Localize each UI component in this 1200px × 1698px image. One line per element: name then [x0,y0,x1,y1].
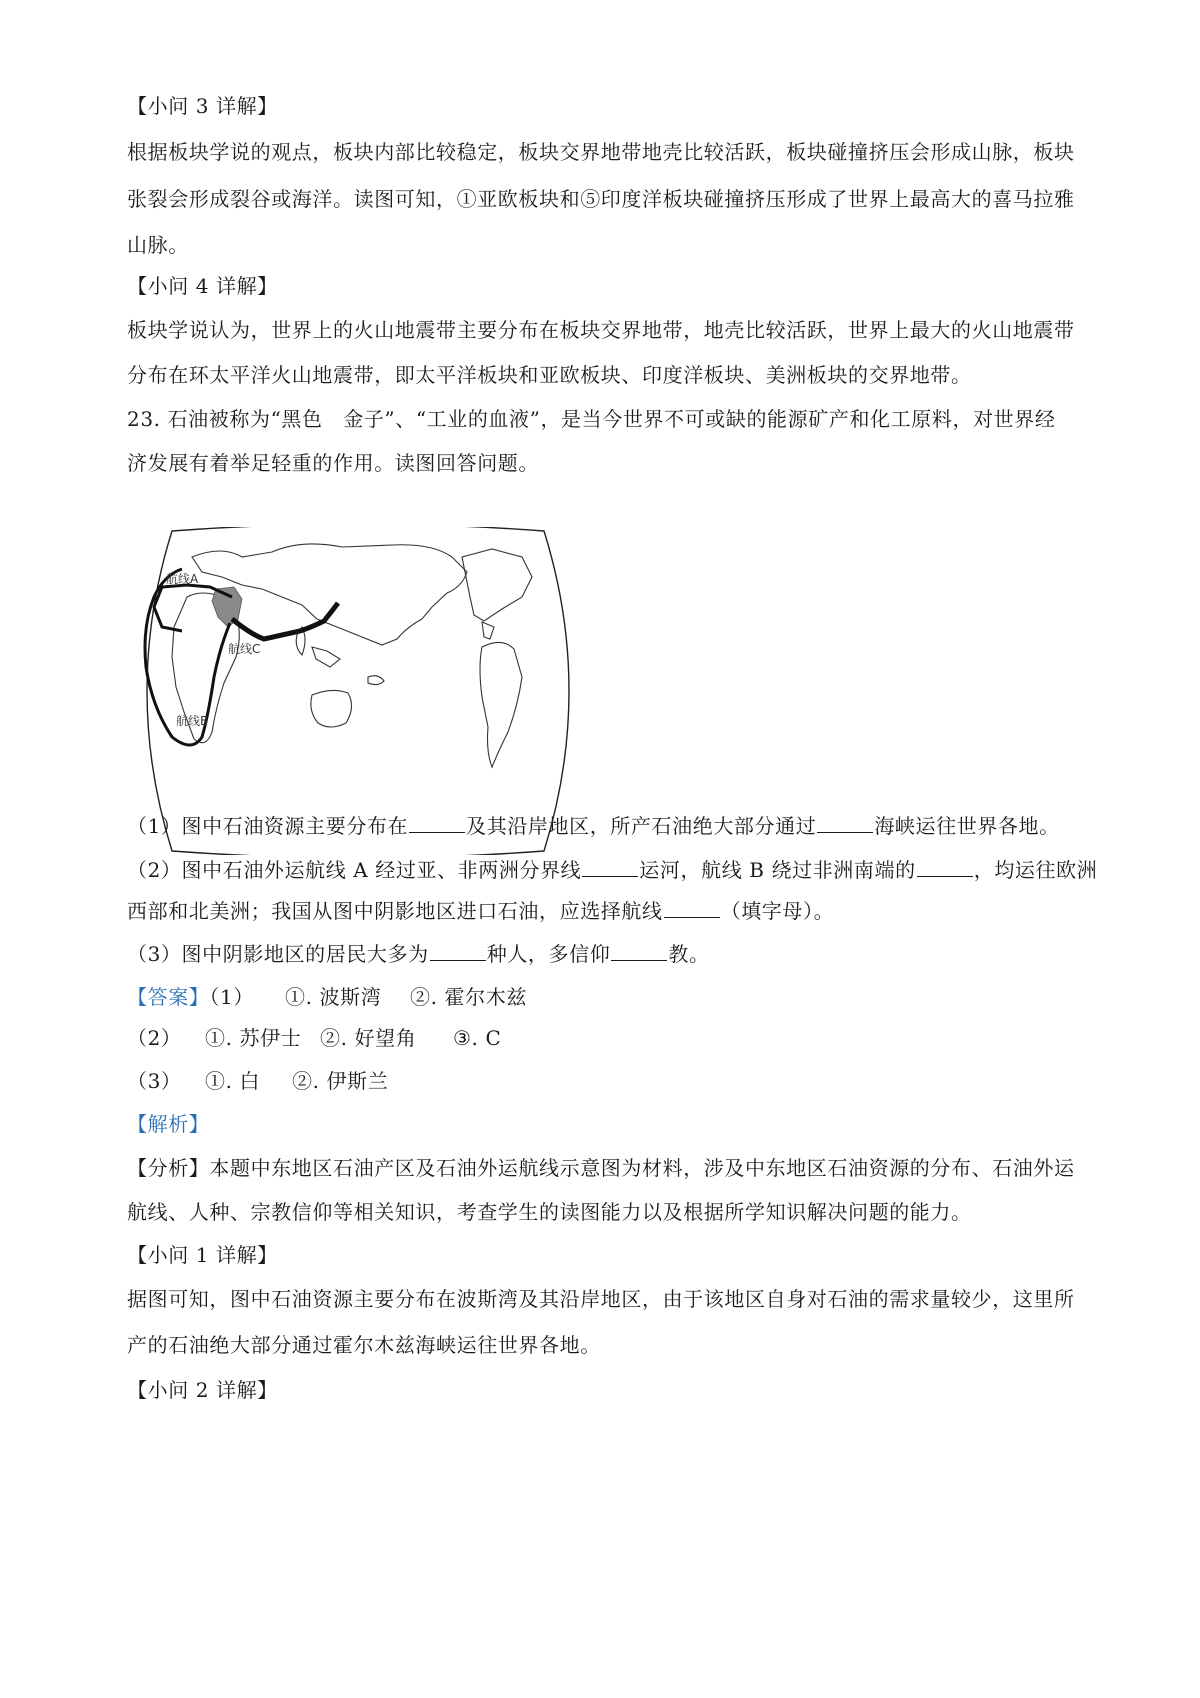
q1-detail-line-1: 据图可知，图中石油资源主要分布在波斯湾及其沿岸地区，由于该地区自身对石油的需求量较少，这里所 [127,1287,1075,1311]
analysis-fenxi-line-1: 【分析】本题中东地区石油产区及石油外运航线示意图为材料，涉及中东地区石油资源的分布、石油外运 [127,1156,1075,1180]
answer-row-1 [127,983,527,1011]
answer-row-3 [127,1067,389,1095]
sub1-text-a: （1）图中石油资源主要分布在 [127,814,409,838]
q3-detail-line-1: 根据板块学说的观点，板块内部比较稳定，板块交界地带地壳比较活跃，板块碰撞挤压会形成山脉，板块 [127,140,1075,164]
answer-row-2-b: ②. 好望角 [320,1026,417,1050]
route-a-label: 航线A [166,572,199,586]
route-c-label: 航线C [228,642,261,656]
answer-row-2-number: （2） [127,1026,182,1050]
sub1-text-b: 及其沿岸地区，所产石油绝大部分通过 [466,814,817,838]
q4-detail-line-1: 板块学说认为，世界上的火山地震带主要分布在板块交界地带，地壳比较活跃，世界上最大的火山地震带 [127,318,1075,342]
answer-row-2 [127,1024,502,1052]
answer-row-2-c: ③. C [453,1026,502,1050]
answer-blank-2[interactable] [817,814,873,833]
sub2-text-c: ，均运往欧洲 [973,858,1098,882]
answer-blank-3[interactable] [582,858,638,877]
sub1-text-c: 海峡运往世界各地。 [874,814,1060,838]
q1-detail-line-2: 产的石油绝大部分通过霍尔木兹海峡运往世界各地。 [127,1333,601,1357]
sub2-text-e: （填字母）。 [720,899,835,923]
answer-row-1-number: （1） [209,985,254,1009]
sub3-text-a: （3）图中阴影地区的居民大多为 [127,942,429,966]
q1-detail-heading: 【小问 1 详解】 [127,1243,278,1267]
sub2-text-b: 运河，航线 B 绕过非洲南端的 [639,858,916,882]
answer-row-1-b: ②. 霍尔木兹 [410,985,527,1009]
sub2-text-d: 西部和北美洲；我国从图中阴影地区进口石油，应选择航线 [127,899,663,923]
answer-row-3-a: ①. 白 [205,1069,261,1093]
route-b-label: 航线B [176,714,209,728]
world-oil-routes-map [132,527,584,855]
answer-row-3-b: ②. 伊斯兰 [292,1069,389,1093]
answer-blank-1[interactable] [409,814,465,833]
q3-detail-line-2: 张裂会形成裂谷或海洋。读图可知，①亚欧板块和⑤印度洋板块碰撞挤压形成了世界上最高大的喜马拉雅 [127,187,1075,211]
analysis-fenxi-line-2: 航线、人种、宗教信仰等相关知识，考查学生的读图能力以及根据所学知识解决问题的能力。 [127,1200,972,1224]
answer-row-3-number: （3） [127,1069,182,1093]
sub3-text-c: 教。 [668,942,710,966]
sub2-text-a: （2）图中石油外运航线 A 经过亚、非两洲分界线 [127,858,582,882]
q4-detail-line-2: 分布在环太平洋火山地震带，即太平洋板块和亚欧板块、印度洋板块、美洲板块的交界地带。 [127,363,972,387]
q4-detail-heading: 【小问 4 详解】 [127,274,278,298]
question-23-sub-2-line-2 [127,897,834,925]
q3-detail-line-3: 山脉。 [127,233,189,257]
question-23-stem-line-2: 济发展有着举足轻重的作用。读图回答问题。 [127,451,539,475]
q2-detail-heading: 【小问 2 详解】 [127,1378,278,1402]
question-23-stem-line-1: 23. 石油被称为“黑色 金子”、“工业的血液”，是当今世界不可或缺的能源矿产和化工原料，对世界经 [127,407,1056,431]
answer-blank-6[interactable] [430,942,486,961]
answer-blank-4[interactable] [917,858,973,877]
question-23-sub-2-line-1 [127,856,1097,884]
analysis-label: 【解析】 [127,1112,210,1136]
answer-row-2-a: ①. 苏伊士 [205,1026,302,1050]
sub3-text-b: 种人，多信仰 [486,942,611,966]
question-23-sub-3 [127,940,710,968]
q3-detail-heading: 【小问 3 详解】 [127,94,278,118]
answer-blank-5[interactable] [664,899,720,918]
answer-row-1-a: ①. 波斯湾 [285,985,382,1009]
question-23-sub-1 [127,812,1060,840]
answer-blank-7[interactable] [611,942,667,961]
answer-label: 【答案】 [127,985,210,1009]
